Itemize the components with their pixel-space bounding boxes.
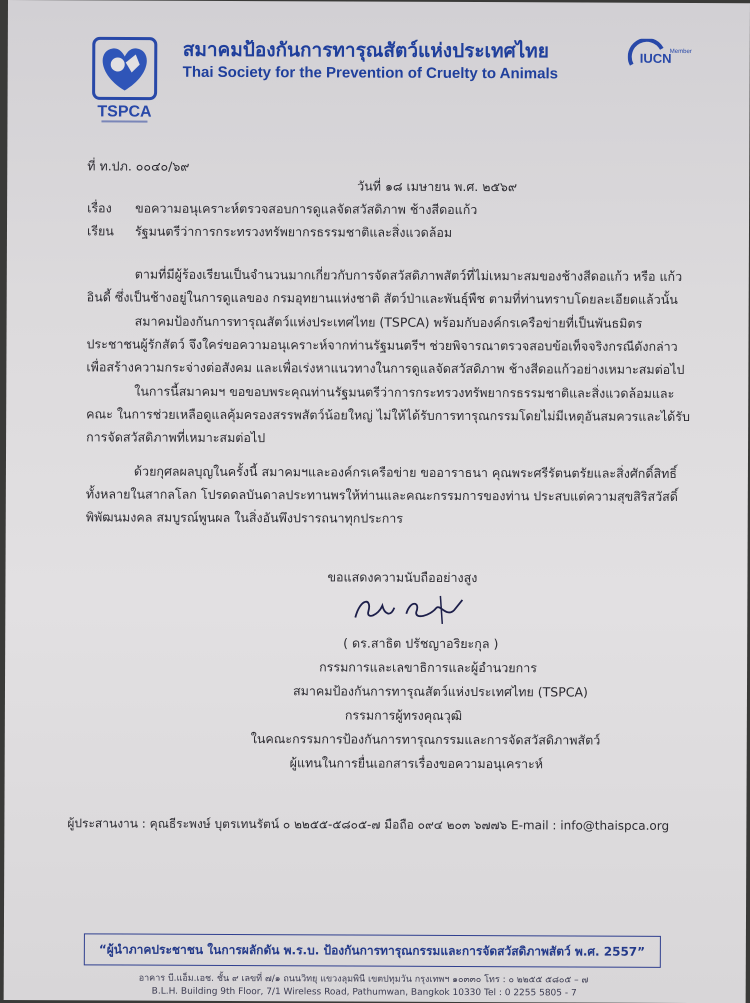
- subject-text: ขอความอนุเคราะห์ตรวจสอบการดูแลจัดสวัสดิภาพ ช้างสีดอแก้ว: [135, 200, 478, 218]
- signer-title: ในคณะกรรมการป้องกันการทารุณกรรมและการจัดสวัสดิภาพสัตว์: [250, 731, 601, 748]
- signer-name: ( ดร.สาธิต ปรัชญาอริยะกุล ): [343, 635, 499, 652]
- body-line: เพื่อสร้างความกระจ่างต่อสังคม และเพื่อเร่งหาแนวทางในการดูแลจัดสวัสดิภาพ ช้างสีดอแก้วอย่างเหมาะสมต่อไป: [86, 359, 685, 377]
- body-line: คณะ ในการช่วยเหลือดูแลคุ้มครองสรรพสัตว์น้อยใหญ่ ไม่ให้ได้รับการทารุณกรรมโดยไม่มีเหตุอันสมควรและได้รับ: [86, 406, 690, 424]
- signer-title: ผู้แทนในการยื่นเอกสารเรื่องขอความอนุเคราะห์: [289, 755, 544, 772]
- svg-text:IUCN: IUCN: [639, 50, 672, 66]
- closing-text: ขอแสดงความนับถืออย่างสูง: [327, 569, 478, 586]
- recipient-text: รัฐมนตรีว่าการกระทรวงทรัพยากรธรรมชาติและสิ่งแวดล้อม: [134, 223, 453, 240]
- letter-page: [4, 0, 750, 1003]
- signer-title: กรรมการผู้ทรงคุณวุฒิ: [344, 707, 463, 723]
- footer-address-thai: อาคาร บี.แอ็ม.เอช. ชั้น ๙ เลขที่ ๗/๑ ถนนวิทยุ แขวงลุมพินี เขตปทุมวัน กรุงเทพฯ ๑๐๓๓๐ โทร : ๐ ๒๒๕๕ ๕๘๐๕ – ๗: [138, 973, 589, 986]
- svg-text:TSPCA: TSPCA: [97, 103, 152, 121]
- body-line: ตามที่มีผู้ร้องเรียนเป็นจำนวนมากเกี่ยวกับการจัดสวัสดิภาพสัตว์ที่ไม่เหมาะสมของช้างสีดอแก้ว หรือ แก้ว: [134, 266, 683, 284]
- body-line: การจัดสวัสดิภาพที่เหมาะสมต่อไป: [86, 429, 266, 446]
- body-line: ทั้งหลายในสากลโลก โปรดดลบันดาลประทานพรให้ท่านและคณะกรรมการของท่าน ประสบแต่ความสุขสิริสวัสดิ์: [85, 486, 678, 504]
- recipient-label: เรียน: [86, 223, 114, 239]
- handwritten-signature: [350, 593, 480, 628]
- body-line: ประชาชนผู้รักสัตว์ จึงใคร่ขอความอนุเคราะห์จากท่านรัฐมนตรีฯ ช่วยพิจารณาตรวจสอบข้อเท็จจริงกรณีดังกล่าว: [86, 336, 678, 354]
- footer-banner-text: “ผู้นำภาคประชาชน ในการผลักดัน พ.ร.บ. ป้องกันการทารุณกรรมและการจัดสวัสดิภาพสัตว์ พ.ศ. 2557”: [98, 942, 646, 959]
- org-name-thai: สมาคมป้องกันการทารุณสัตว์แห่งประเทศไทย: [182, 38, 549, 63]
- body-line: ด้วยกุศลผลบุญในครั้งนี้ สมาคมฯและองค์กรเครือข่าย ขออาราธนา คุณพระศรีรัตนตรัยและสิ่งศักดิ์สิทธิ์: [133, 463, 678, 481]
- coordinator-contact: ผู้ประสานงาน : คุณธีระพงษ์ บุตรเทนรัตน์ ๐ ๒๒๕๕-๕๘๐๕-๗ มือถือ ๐๙๔ ๒๐๓ ๖๗๗๖ E-mail : info@thaispca.org: [67, 816, 670, 833]
- iucn-member-logo: [628, 39, 708, 77]
- tspca-logo: [87, 36, 161, 126]
- reference-number: ที่ ท.ปภ. ๐๐๔๐/๖๙: [87, 158, 190, 174]
- org-name-english: Thai Society for the Prevention of Cruelty to Animals: [182, 63, 559, 83]
- letter-date: วันที่ ๑๘ เมษายน พ.ศ. ๒๕๖๙: [357, 178, 518, 195]
- svg-text:Member: Member: [669, 48, 692, 55]
- signer-title: สมาคมป้องกันการทารุณสัตว์แห่งประเทศไทย (TSPCA): [292, 683, 588, 700]
- body-line: สมาคมป้องกันการทารุณสัตว์แห่งประเทศไทย (TSPCA) พร้อมกับองค์กรเครือข่ายที่เป็นพันธมิตร: [134, 313, 643, 331]
- signer-title: กรรมการและเลขาธิการและผู้อำนวยการ: [319, 659, 537, 676]
- footer-address-english: B.L.H. Building 9th Floor, 7/1 Wireless Road, Pathumwan, Bangkok 10330 Tel : 0 2255 5805 - 7: [151, 986, 577, 999]
- body-line: ในการนี้สมาคมฯ ขอขอบพระคุณท่านรัฐมนตรีว่าการกระทรวงทรัพยากรธรรมชาติและสิ่งแวดล้อมและ: [134, 383, 675, 401]
- subject-label: เรื่อง: [87, 200, 112, 216]
- body-line: พิพัฒนมงคล สมบูรณ์พูนผล ในสิ่งอันพึงปรารถนาทุกประการ: [85, 509, 404, 526]
- body-line: อินดี้ ซึ่งเป็นช้างอยู่ในการดูแลของ กรมอุทยานแห่งชาติ สัตว์ป่าและพันธุ์พืช ตามที่ท่านทราบโดยละเอียดแล้วนั้น: [86, 289, 678, 307]
